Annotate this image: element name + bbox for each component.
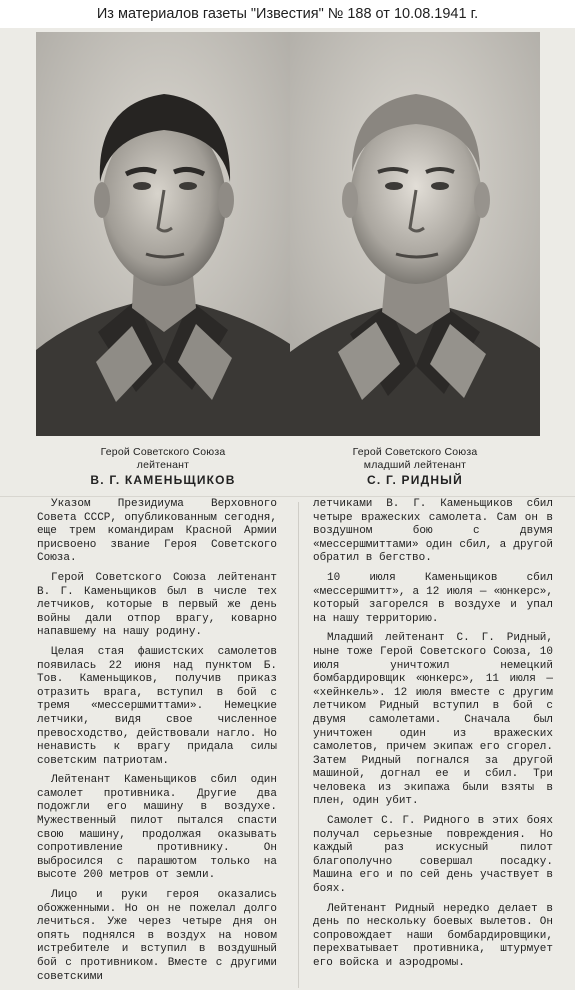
portrait-caption-right	[290, 446, 540, 488]
column-divider	[298, 502, 299, 988]
portrait-photo-ridny	[290, 32, 540, 436]
article-paragraph: летчиками В. Г. Каменьщиков сбил четыре вражеских самолета. Сам он в воздушном бою с двумя «мессершмиттами» один сбил, а другой обратил в бегство.	[313, 498, 553, 565]
article-paragraph: Целая стая фашистских самолетов появилась 22 июня над пунктом Б. Тов. Каменьщиков, получив приказ отразить врага, вступил в бой с тремя «мессершмиттами». Немецкие летчики, видя свое численное превосходство, действовали нагло. Но ненависть к врагу придала силы советским патриотам.	[37, 645, 277, 767]
source-caption: Из материалов газеты "Известия" № 188 от 10.08.1941 г.	[96, 6, 479, 22]
caption-rank: младший лейтенант	[363, 459, 467, 471]
caption-title: Герой Советского Союза	[352, 446, 478, 458]
article-paragraph: 10 июля Каменьщиков сбил «мессершмитт», а 12 июля — «юнкерс», который загорелся в воздухе и упал на нашу территорию.	[313, 571, 553, 625]
article-paragraph: Лейтенант Ридный нередко делает в день по нескольку боевых вылетов. Он сопровождает наши бомбардировщики, перехватывает противника, штурмует его войска и аэродромы.	[313, 902, 553, 969]
article-paragraph: Указом Президиума Верховного Совета СССР, опубликованным сегодня, еще трем командирам Красной Армии присвоено звание Героя Советского Союза.	[37, 498, 277, 565]
caption-name: С. Г. РИДНЫЙ	[367, 473, 463, 487]
article-paragraph: Герой Советского Союза лейтенант В. Г. Каменьщиков был в числе тех летчиков, которые в первый же день войны дали отпор врагу, коварно напавшему на нашу родину.	[37, 571, 277, 639]
newspaper-clipping	[0, 28, 575, 990]
article-column-right	[313, 498, 553, 988]
article-column-left	[37, 498, 277, 988]
portrait-caption-left	[36, 446, 290, 488]
article-paragraph: Лицо и руки героя оказались обожженными. Но он не пожелал долго лечиться. Уже через четыре дня он опять поднялся в воздух на новом истребителе и вступил в воздушный бой с противником. Вместе с другими советскими	[37, 889, 277, 983]
caption-name: В. Г. КАМЕНЬЩИКОВ	[90, 473, 236, 487]
caption-title: Герой Советского Союза	[100, 446, 226, 458]
article-paragraph: Младший лейтенант С. Г. Ридный, ныне тоже Герой Советского Союза, 10 июля уничтожил немецкий бомбардировщик «юнкерс», 11 июля — «хейнкель». 12 июля вместе с другим летчиком Ридный вступил в бой с двумя самолетами. Сначала был уничтожен один из вражеских самолетов, причем экипаж его сгорел. Затем Ридный погнался за другой машиной, догнал ее и сбил. Три человека из экипажа были взяты в плен, один убит.	[313, 632, 553, 808]
article-paragraph: Лейтенант Каменьщиков сбил один самолет противника. Другие два подожгли его машину в воздухе. Мужественный пилот пытался спасти свою машину, продолжая оказывать сопротивление противнику. Он выбросился с парашютом только на высоте 200 метров от земли.	[37, 774, 277, 882]
article-paragraph: Самолет С. Г. Ридного в этих боях получал серьезные повреждения. Но каждый раз искусный пилот благополучно совершал посадку. Машина его и по сей день участвует в боях.	[313, 815, 553, 896]
caption-rank: лейтенант	[136, 459, 190, 471]
section-divider	[0, 496, 575, 497]
portrait-photo-kamenshchikov	[36, 32, 290, 436]
